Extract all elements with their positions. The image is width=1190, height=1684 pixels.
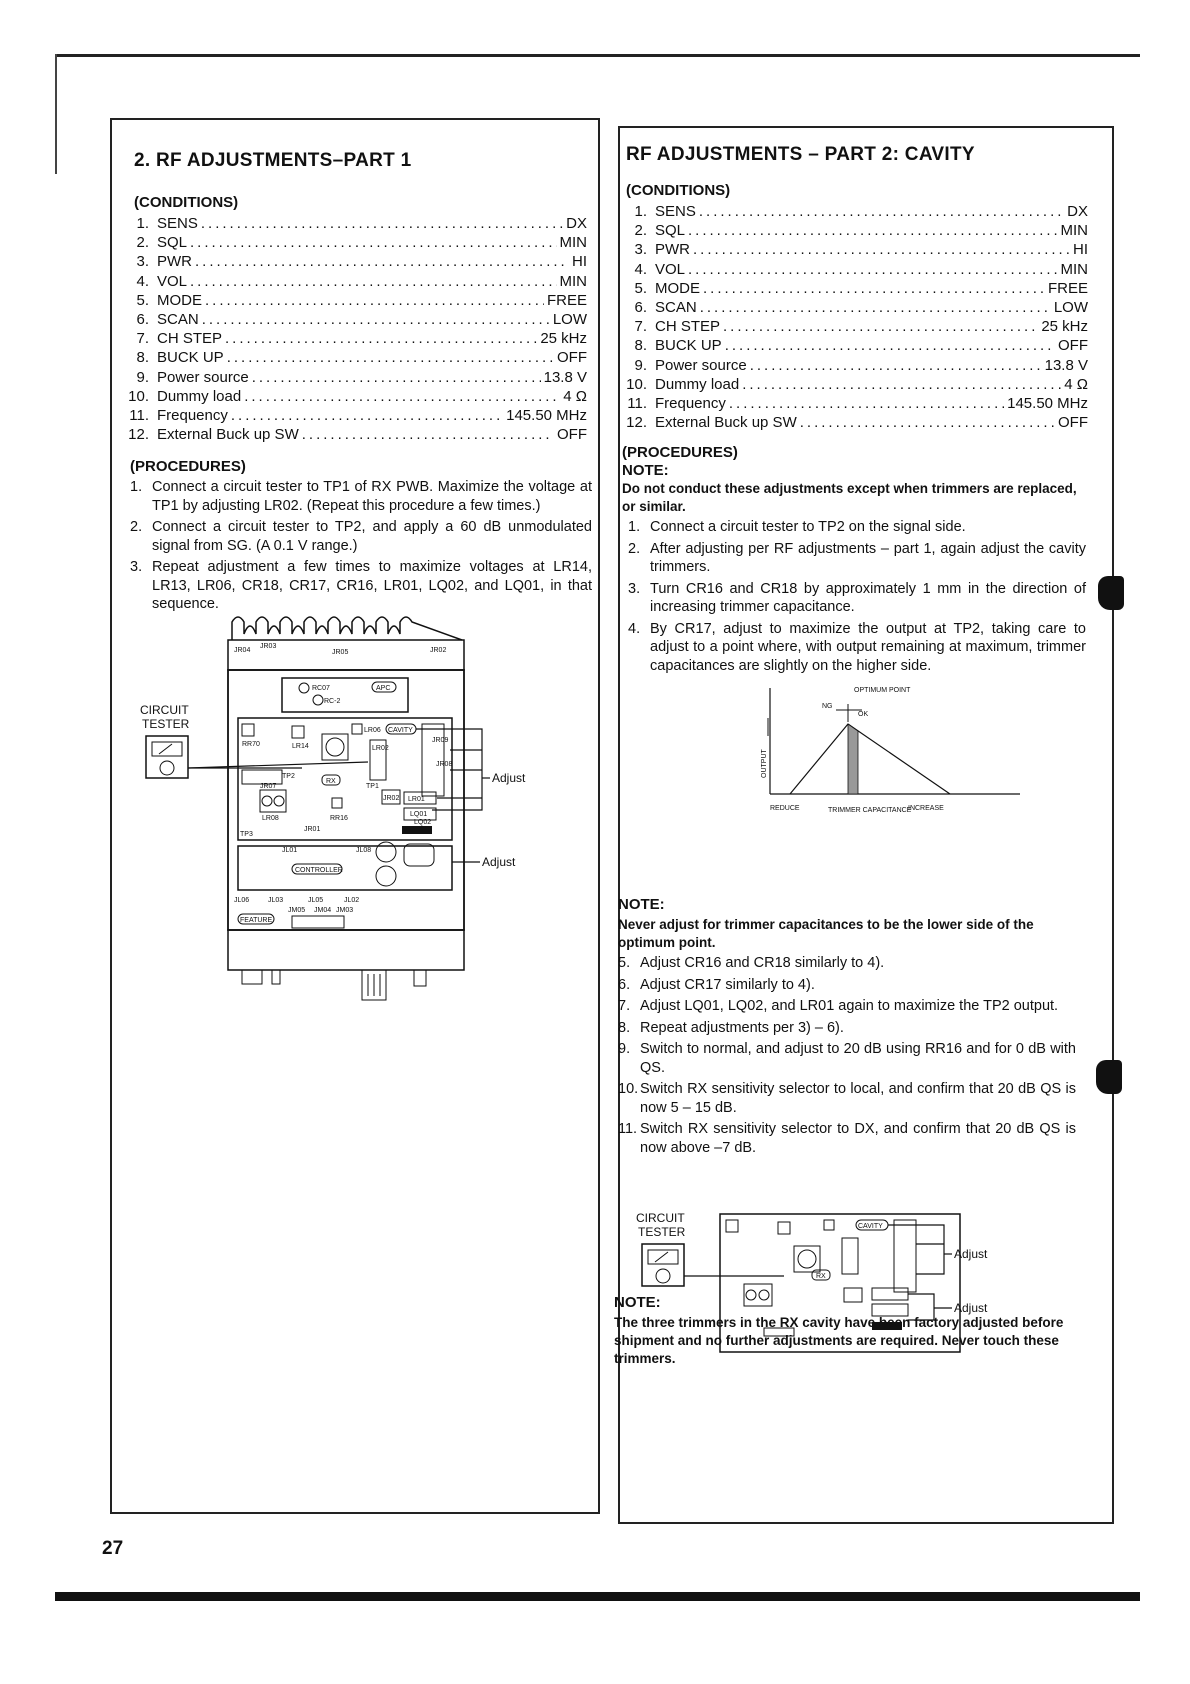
condition-number: 5.: [634, 279, 647, 297]
label-jl01: JL01: [282, 847, 298, 854]
label-jl06: JL06: [234, 897, 250, 904]
leader-dots: [723, 317, 1038, 336]
condition-number: 8.: [634, 337, 647, 355]
procedure-text: Turn CR16 and CR18 by approximately 1 mm in the direction of increasing trimmer capacitance.: [650, 580, 1086, 615]
condition-item: [122, 310, 587, 329]
procedure-text: Adjust LQ01, LQ02, and LR01 again to maximize the TP2 output.: [640, 998, 1059, 1014]
left-procedures-list: [130, 478, 592, 617]
condition-number: 9.: [634, 356, 647, 374]
label-apc: APC: [376, 685, 391, 692]
graph-reduce-label: REDUCE: [770, 805, 800, 812]
condition-label: MODE: [157, 291, 202, 309]
label-jr09: JR09: [432, 737, 449, 744]
procedure-item: [618, 1040, 1076, 1077]
leader-dots: [225, 329, 537, 348]
graph-xlabel: TRIMMER CAPACITANCE: [828, 807, 912, 814]
leader-dots: [725, 336, 1055, 355]
label-feature: FEATURE: [240, 917, 273, 924]
leader-dots: [800, 413, 1055, 432]
condition-number: 10.: [626, 375, 647, 393]
condition-item: [620, 317, 1088, 336]
leader-dots: [195, 252, 569, 271]
leader-dots: [201, 214, 563, 233]
condition-value: 4 Ω: [563, 387, 587, 405]
right-title: RF ADJUSTMENTS – PART 2: CAVITY: [626, 144, 975, 165]
procedure-item: [628, 620, 1086, 676]
label-jm03: JM03: [336, 907, 354, 914]
condition-label: BUCK UP: [157, 349, 224, 367]
label-jl02: JL02: [344, 897, 360, 904]
condition-value: HI: [1073, 241, 1088, 259]
condition-value: MIN: [1060, 260, 1088, 278]
graph-ylabel: OUTPUT: [761, 749, 768, 778]
right-conditions-heading: (CONDITIONS): [626, 182, 731, 199]
condition-number: 12.: [626, 414, 647, 432]
condition-label: VOL: [157, 272, 188, 290]
condition-value: LOW: [552, 310, 587, 328]
procedure-number: 1.: [628, 519, 641, 535]
left-title: 2. RF ADJUSTMENTS–PART 1: [134, 150, 412, 171]
leader-dots: [729, 394, 1004, 413]
condition-item: [620, 394, 1088, 413]
procedure-number: 10.: [618, 1081, 639, 1097]
leader-dots: [227, 348, 554, 367]
condition-value: FREE: [1047, 279, 1088, 297]
condition-item: [620, 336, 1088, 355]
condition-value: LOW: [1053, 298, 1088, 316]
label-lr06: LR06: [364, 727, 381, 734]
condition-number: 7.: [634, 318, 647, 336]
label-tp3: TP3: [240, 831, 253, 838]
label-jr02: JR02: [430, 647, 447, 654]
condition-value: 25 kHz: [540, 330, 587, 348]
condition-number: 4.: [634, 260, 647, 278]
condition-item: [122, 233, 587, 252]
left-adjust-label-1: Adjust: [492, 771, 526, 785]
trimmer-output-graph: [750, 678, 1050, 828]
condition-item: [122, 214, 587, 233]
condition-item: [122, 348, 587, 367]
label-lr14: LR14: [292, 743, 309, 750]
procedure-number: 3.: [130, 559, 143, 575]
condition-number: 2.: [634, 222, 647, 240]
label-jr01: JR01: [304, 826, 321, 833]
condition-item: [620, 240, 1088, 259]
procedure-item: [628, 580, 1086, 617]
condition-label: SENS: [655, 203, 696, 220]
condition-item: [620, 260, 1088, 279]
procedure-text: Connect a circuit tester to TP1 of RX PWB. Maximize the voltage at TP1 by adjusting LR02. (Repeat this procedure a few times.): [152, 479, 592, 514]
condition-item: [620, 202, 1088, 221]
condition-value: 145.50 MHz: [1007, 394, 1088, 412]
right-note2-text: Never adjust for trimmer capacitances to be the lower side of the optimum point.: [618, 917, 1034, 950]
condition-value: OFF: [1058, 414, 1088, 432]
label-lr01: LR01: [408, 796, 425, 803]
procedure-text: Connect a circuit tester to TP2, and apply a 60 dB unmodulated signal from SG. (A 0.1 V range.): [152, 519, 592, 554]
condition-label: Frequency: [655, 394, 726, 412]
left-tester-label-2: TESTER: [142, 717, 190, 731]
graph-ng-label: NG: [822, 703, 833, 710]
procedure-number: 2.: [130, 519, 143, 535]
procedure-number: 3.: [628, 580, 641, 597]
procedure-number: 4.: [628, 620, 641, 637]
procedure-text: Adjust CR16 and CR18 similarly to 4).: [640, 955, 885, 971]
procedure-item: [618, 1080, 1076, 1117]
condition-item: [122, 425, 587, 444]
right-panel: [614, 126, 1114, 1524]
left-procedures-heading: (PROCEDURES): [130, 458, 246, 475]
leader-dots: [742, 375, 1061, 394]
procedure-text: Switch to normal, and adjust to 20 dB using RR16 and for 0 dB with QS.: [640, 1041, 1076, 1076]
procedure-item: [130, 558, 592, 614]
right-adjust-label-2: Adjust: [954, 1301, 988, 1315]
right-procedures-list-a: [628, 518, 1086, 678]
procedure-item: [130, 478, 592, 515]
leader-dots: [699, 202, 1064, 221]
right-note3-heading: NOTE:: [614, 1294, 661, 1311]
leader-dots: [700, 298, 1051, 317]
left-conditions-list: [122, 214, 587, 444]
condition-number: 7.: [136, 330, 149, 348]
condition-label: PWR: [655, 241, 690, 259]
condition-number: 11.: [627, 394, 647, 412]
label-rr16: RR16: [330, 815, 348, 822]
right-adjust-label-1: Adjust: [954, 1247, 988, 1261]
condition-number: 3.: [136, 253, 149, 271]
procedure-item: [628, 540, 1086, 577]
label-controller: CONTROLLER: [295, 867, 343, 874]
right-procedures-list-b: [618, 954, 1076, 1160]
right-note2-heading: NOTE:: [618, 896, 665, 913]
label-jl08: JL08: [356, 847, 372, 854]
condition-number: 6.: [136, 310, 149, 328]
condition-label: External Buck up SW: [655, 414, 797, 432]
condition-number: 1.: [136, 215, 149, 232]
procedure-item: [618, 976, 1076, 995]
procedure-item: [130, 518, 592, 555]
label-lq02: LQ02: [414, 819, 432, 826]
condition-label: SCAN: [655, 298, 697, 316]
condition-number: 9.: [136, 368, 149, 386]
label-jr03: JR03: [260, 643, 277, 650]
condition-item: [620, 298, 1088, 317]
condition-item: [122, 291, 587, 310]
condition-number: 6.: [634, 298, 647, 316]
condition-number: 3.: [634, 241, 647, 259]
procedure-number: 11.: [618, 1121, 638, 1137]
procedure-item: [618, 954, 1076, 973]
condition-number: 11.: [129, 406, 149, 424]
graph-optimum-label: OPTIMUM POINT: [854, 687, 911, 694]
condition-item: [122, 406, 587, 425]
procedure-number: 2.: [628, 540, 641, 557]
top-rule: [55, 54, 1140, 57]
condition-value: OFF: [1058, 337, 1088, 355]
procedure-text: Switch RX sensitivity selector to DX, and confirm that 20 dB QS is now above –7 dB.: [640, 1121, 1076, 1156]
label-jr05: JR05: [332, 649, 349, 656]
leader-dots: [688, 260, 1057, 279]
condition-label: External Buck up SW: [157, 426, 299, 444]
leader-dots: [252, 368, 541, 387]
procedure-number: 6.: [618, 976, 631, 993]
left-adjust-label-2: Adjust: [482, 855, 516, 869]
leader-dots: [244, 387, 560, 406]
procedure-text: Repeat adjustments per 3) – 6).: [640, 1019, 844, 1036]
right-conditions-list: [620, 202, 1088, 432]
procedure-text: Adjust CR17 similarly to 4).: [640, 976, 815, 993]
right-note-text: Do not conduct these adjustments except when trimmers are replaced, or similar.: [622, 481, 1077, 514]
condition-value: 4 Ω: [1064, 375, 1088, 393]
condition-label: PWR: [157, 253, 192, 271]
procedure-text: Repeat adjustment a few times to maximize voltages at LR14, LR13, LR06, CR18, CR17, CR16, LR01, LQ02, and LQ01, in that sequence.: [152, 559, 592, 612]
condition-label: MODE: [655, 279, 700, 297]
left-conditions-heading: (CONDITIONS): [134, 194, 239, 211]
label-cavity: CAVITY: [388, 727, 413, 734]
right-cavity-label: CAVITY: [858, 1223, 883, 1230]
label-tp2: TP2: [282, 773, 295, 780]
right-tester-label-1: CIRCUIT: [636, 1211, 685, 1225]
condition-item: [122, 387, 587, 406]
procedure-text: Connect a circuit tester to TP2 on the signal side.: [650, 519, 966, 535]
condition-item: [122, 329, 587, 348]
condition-value: MIN: [559, 272, 587, 290]
page-number: 27: [102, 1538, 124, 1559]
right-note-heading: NOTE:: [622, 462, 669, 479]
procedure-number: 8.: [618, 1019, 631, 1036]
procedure-number: 7.: [618, 998, 631, 1014]
condition-value: 145.50 MHz: [506, 406, 587, 424]
procedure-number: 1.: [130, 479, 143, 495]
condition-label: SQL: [655, 222, 686, 240]
left-panel: [110, 118, 600, 1514]
label-rc2: RC-2: [324, 698, 341, 705]
condition-value: DX: [566, 215, 587, 232]
label-lq01: LQ01: [410, 811, 428, 818]
condition-label: Power source: [157, 368, 249, 386]
leader-dots: [202, 310, 550, 329]
binder-tab-upper: [1098, 576, 1124, 610]
leader-dots: [302, 425, 554, 444]
graph-increase-label: INCREASE: [908, 805, 944, 812]
condition-item: [620, 356, 1088, 375]
condition-label: Dummy load: [655, 375, 740, 393]
condition-item: [620, 279, 1088, 298]
condition-number: 10.: [128, 387, 149, 405]
condition-label: BUCK UP: [655, 337, 722, 355]
procedure-text: Switch RX sensitivity selector to local, and confirm that 20 dB QS is now 5 – 15 dB.: [640, 1081, 1076, 1116]
label-jr07: JR07: [260, 783, 277, 790]
condition-number: 2.: [136, 234, 149, 252]
label-tp1: TP1: [366, 783, 379, 790]
right-procedures-heading: (PROCEDURES): [622, 444, 738, 461]
condition-label: CH STEP: [157, 330, 223, 348]
condition-item: [620, 413, 1088, 432]
condition-label: Power source: [655, 356, 747, 374]
condition-number: 4.: [136, 272, 149, 290]
condition-label: SCAN: [157, 310, 199, 328]
label-jr08: JR08: [436, 761, 453, 768]
label-jr02b: JR02: [383, 795, 400, 802]
bottom-rule: [55, 1592, 1140, 1601]
condition-item: [620, 221, 1088, 240]
condition-value: 25 kHz: [1041, 318, 1088, 336]
procedure-text: By CR17, adjust to maximize the output at TP2, taking care to adjust to a point where, with output remaining at maximum, trimmer capacitances are slightly on the higher side.: [650, 620, 1086, 674]
label-lr08: LR08: [262, 815, 279, 822]
left-circuit-diagram: [132, 610, 572, 1030]
label-jr04: JR04: [234, 647, 251, 654]
condition-label: Frequency: [157, 406, 228, 424]
condition-number: 5.: [136, 291, 149, 309]
procedure-item: [618, 997, 1076, 1016]
condition-value: 13.8 V: [1044, 356, 1088, 374]
graph-ok-label: OK: [858, 711, 869, 718]
condition-number: 1.: [634, 203, 647, 220]
procedure-item: [618, 1019, 1076, 1038]
leader-dots: [750, 356, 1042, 375]
condition-value: OFF: [557, 349, 587, 367]
leader-dots: [205, 291, 544, 310]
condition-value: 13.8 V: [543, 368, 587, 386]
condition-item: [122, 272, 587, 291]
procedure-number: 5.: [618, 955, 631, 971]
condition-value: HI: [572, 253, 587, 271]
label-rx: RX: [326, 778, 336, 785]
left-tester-label-1: CIRCUIT: [140, 703, 189, 717]
leader-dots: [688, 221, 1057, 240]
procedure-number: 9.: [618, 1041, 631, 1057]
condition-value: OFF: [557, 426, 587, 444]
condition-value: MIN: [1060, 222, 1088, 240]
condition-label: CH STEP: [655, 318, 721, 336]
procedure-item: [618, 1120, 1076, 1157]
label-jm05: JM05: [288, 907, 306, 914]
condition-value: FREE: [546, 291, 587, 309]
label-jl05: JL05: [308, 897, 324, 904]
label-jl03: JL03: [268, 897, 284, 904]
right-note3-text: The three trimmers in the RX cavity have been factory adjusted before shipment and no further adjustments are required. Never touch these trimmers.: [614, 1315, 1064, 1366]
condition-item: [122, 368, 587, 387]
label-rr70: RR70: [242, 741, 260, 748]
procedure-item: [628, 518, 1086, 537]
leader-dots: [190, 272, 556, 291]
leader-dots: [190, 233, 556, 252]
condition-value: MIN: [559, 234, 587, 252]
left-rule: [55, 54, 57, 174]
condition-label: SQL: [157, 234, 188, 252]
right-tester-label-2: TESTER: [638, 1225, 686, 1239]
label-rc07: RC07: [312, 685, 330, 692]
binder-tab-lower: [1096, 1060, 1122, 1094]
label-jm04: JM04: [314, 907, 332, 914]
leader-dots: [231, 406, 503, 425]
leader-dots: [703, 279, 1045, 298]
condition-number: 12.: [128, 426, 149, 444]
right-rx-label: RX: [816, 1273, 826, 1280]
condition-label: VOL: [655, 260, 686, 278]
condition-number: 8.: [136, 349, 149, 367]
condition-item: [620, 375, 1088, 394]
condition-value: DX: [1067, 203, 1088, 220]
leader-dots: [693, 240, 1070, 259]
label-lr02: LR02: [372, 745, 389, 752]
procedure-text: After adjusting per RF adjustments – part 1, again adjust the cavity trimmers.: [650, 540, 1086, 575]
condition-label: SENS: [157, 215, 198, 232]
condition-label: Dummy load: [157, 387, 242, 405]
condition-item: [122, 252, 587, 271]
